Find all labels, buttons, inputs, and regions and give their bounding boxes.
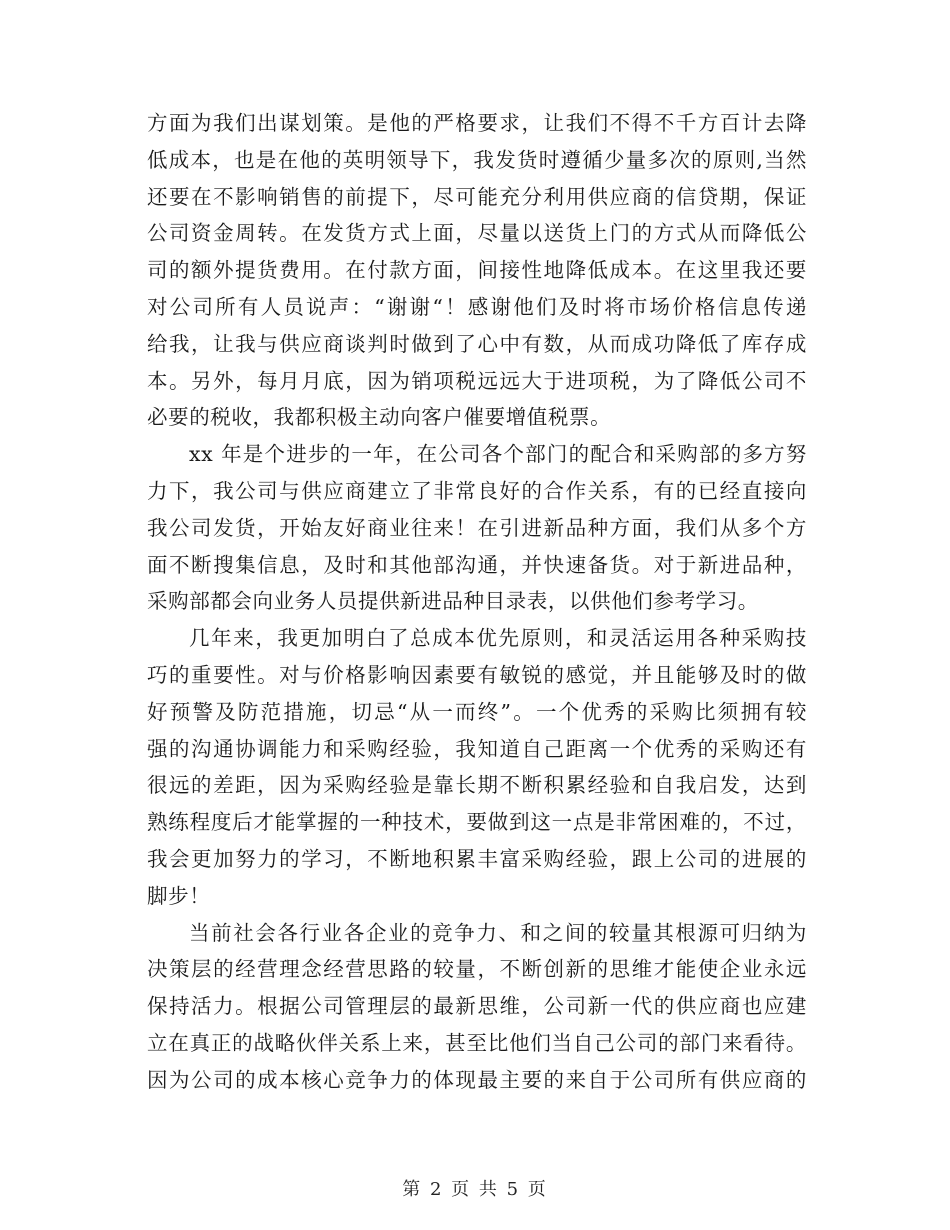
paragraph-line: 方面为我们出谋划策。是他的严格要求，让我们不得不千方百计去降 [147, 111, 807, 135]
paragraph-line: 司的额外提货费用。在付款方面，间接性地降低成本。在这里我还要 [147, 258, 807, 283]
paragraph-line: 我会更加努力的学习，不断地积累丰富采购经验，跟上公司的进展的 [147, 846, 807, 871]
paragraph-line: 采购部都会向业务人员提供新进品种目录表，以供他们参考学习。 [147, 589, 759, 614]
paragraph-line: 熟练程度后才能掌握的一种技术，要做到这一点是非常困难的，不过， [147, 810, 807, 835]
paragraph-line: 强的沟通协调能力和采购经验，我知道自己距离一个优秀的采购还有 [147, 736, 807, 761]
paragraph-line: 我公司发货，开始友好商业往来！在引进新品种方面，我们从多个方 [147, 515, 807, 540]
paragraph-line: 当前社会各行业各企业的竞争力、和之间的较量其根源可归纳为 [189, 920, 807, 945]
paragraph-line: 还要在不影响销售的前提下，尽可能充分利用供应商的信贷期，保证 [147, 184, 807, 209]
paragraph-line: 低成本，也是在他的英明领导下，我发货时遵循少量多次的原则,当然 [147, 147, 807, 172]
paragraph-line: 因为公司的成本核心竞争力的体现最主要的来自于公司所有供应商的 [147, 1067, 807, 1092]
page-number-label: 第 2 页 共 5 页 [402, 1179, 548, 1200]
paragraph-line: 决策层的经营理念经营思路的较量，不断创新的思维才能使企业永远 [147, 957, 807, 982]
paragraph-line: 必要的税收，我都积极主动向客户催要增值税票。 [147, 405, 612, 430]
paragraph-line: 很远的差距，因为采购经验是靠长期不断积累经验和自我启发，达到 [147, 773, 807, 798]
paragraph-line: 对公司所有人员说声：“谢谢“！感谢他们及时将市场价格信息传递 [147, 294, 807, 319]
paragraph-line: 力下，我公司与供应商建立了非常良好的合作关系，有的已经直接向 [147, 478, 807, 503]
paragraph-line: 巧的重要性。对与价格影响因素要有敏锐的感觉，并且能够及时的做 [147, 662, 807, 687]
paragraph-line: 几年来，我更加明白了总成本优先原则，和灵活运用各种采购技 [189, 626, 807, 651]
body-text [147, 105, 807, 1099]
paragraph-line: xx 年是个进步的一年，在公司各个部门的配合和采购部的多方努 [189, 442, 807, 467]
paragraph-line: 本。另外，每月月底，因为销项税远远大于进项税，为了降低公司不 [147, 368, 807, 393]
paragraph-line: 公司资金周转。在发货方式上面，尽量以送货上门的方式从而降低公 [147, 221, 807, 246]
paragraph-line: 脚步！ [147, 883, 211, 908]
page-footer [0, 1175, 950, 1201]
paragraph-line: 立在真正的战略伙伴关系上来，甚至比他们当自己公司的部门来看待。 [147, 1030, 807, 1055]
paragraph-line: 面不断搜集信息，及时和其他部沟通，并快速备货。对于新进品种， [147, 552, 807, 577]
paragraph-line: 好预警及防范措施，切忌“从一而终”。一个优秀的采购比须拥有较 [147, 699, 807, 724]
paragraph-line: 给我，让我与供应商谈判时做到了心中有数，从而成功降低了库存成 [147, 331, 807, 356]
paragraph-line: 保持活力。根据公司管理层的最新思维，公司新一代的供应商也应建 [147, 994, 807, 1019]
